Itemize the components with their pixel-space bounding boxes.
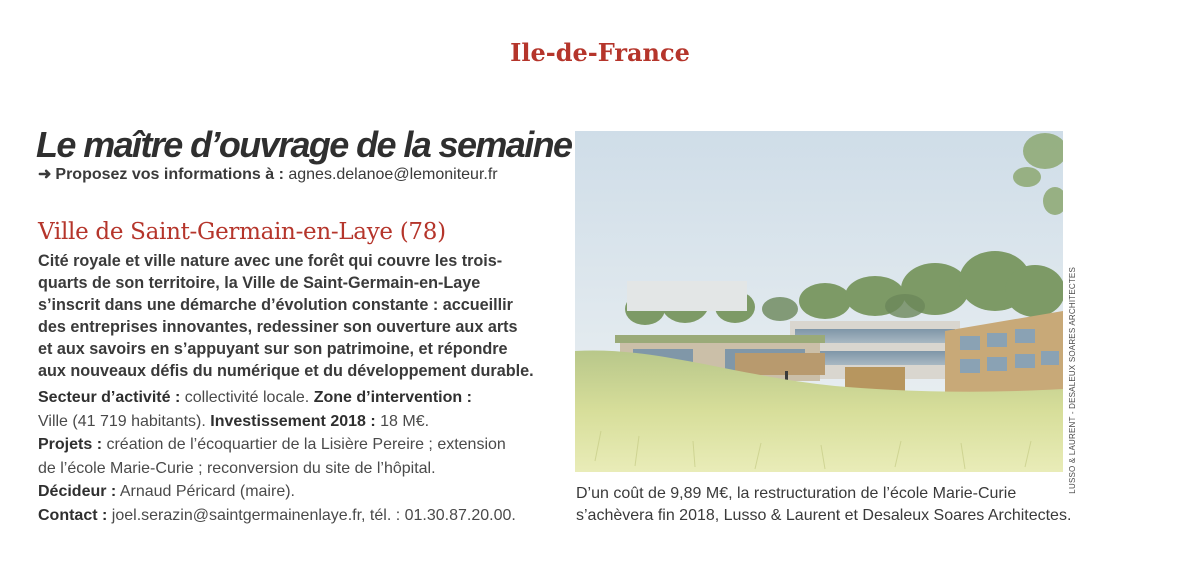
submission-email[interactable]: agnes.delanoe@lemoniteur.fr bbox=[288, 166, 498, 183]
projects-value: création de l’écoquartier de la Lisière Pereire ; extension bbox=[106, 436, 506, 453]
intro-line: des entreprises innovantes, redessiner son ouverture aux arts bbox=[38, 318, 518, 336]
intro-line: s’inscrit dans une démarche d’évolution constante : accueillir bbox=[38, 296, 513, 314]
submission-line bbox=[38, 164, 498, 184]
submission-label: Proposez vos informations à : bbox=[55, 166, 284, 183]
investment-value: 18 M€. bbox=[380, 412, 430, 430]
caption-line: D’un coût de 9,89 M€, la restructuration de l’école Marie-Curie bbox=[576, 485, 1017, 502]
section-heading: Ile-de-France bbox=[510, 38, 690, 67]
decider-label: Décideur : bbox=[38, 483, 117, 500]
zone-investment-line bbox=[38, 410, 558, 434]
contact-label: Contact : bbox=[38, 506, 108, 524]
decider-line bbox=[38, 480, 558, 504]
projects-line-continued: de l’école Marie-Curie ; reconversion du site de l’hôpital. bbox=[38, 459, 436, 477]
photo-credit: LUSSO & LAURENT - DESALEUX SOARES ARCHITECTES bbox=[1068, 267, 1077, 494]
profile-name: Ville de Saint-Germain-en-Laye (78) bbox=[38, 219, 446, 245]
sector-label: Secteur d’activité : bbox=[38, 389, 181, 406]
caption-line: s’achèvera fin 2018, Lusso & Laurent et Desaleux Soares Architectes. bbox=[576, 507, 1072, 524]
sector-zone-line bbox=[38, 386, 558, 410]
arrow-right-icon: ➜ bbox=[38, 166, 52, 183]
intro-line: aux nouveaux défis du numérique et du développement durable. bbox=[38, 362, 534, 380]
projects-line bbox=[38, 433, 558, 457]
intro-line: quarts de son territoire, la Ville de Saint-Germain-en-Laye bbox=[38, 274, 481, 292]
contact-value[interactable]: joel.serazin@saintgermainenlaye.fr, tél. : 01.30.87.20.00. bbox=[111, 506, 516, 524]
intro-line: et aux savoirs en s’appuyant sur son patrimoine, et répondre bbox=[38, 340, 508, 358]
investment-label: Investissement 2018 : bbox=[210, 412, 376, 430]
contact-line bbox=[38, 504, 558, 528]
feature-title: Le maître d’ouvrage de la semaine bbox=[36, 124, 572, 165]
projects-label: Projets : bbox=[38, 436, 103, 453]
intro-line: Cité royale et ville nature avec une forêt qui couvre les trois- bbox=[38, 252, 503, 270]
sector-value: collectivité locale. bbox=[184, 389, 310, 406]
decider-value: Arnaud Péricard (maire). bbox=[119, 483, 295, 500]
zone-value: Ville (41 719 habitants). bbox=[38, 412, 206, 430]
profile-intro bbox=[38, 250, 538, 382]
zone-label: Zone d’intervention : bbox=[313, 389, 472, 406]
profile-details bbox=[38, 386, 558, 527]
school-rendering-image bbox=[575, 131, 1063, 472]
photo-caption bbox=[576, 483, 1076, 527]
